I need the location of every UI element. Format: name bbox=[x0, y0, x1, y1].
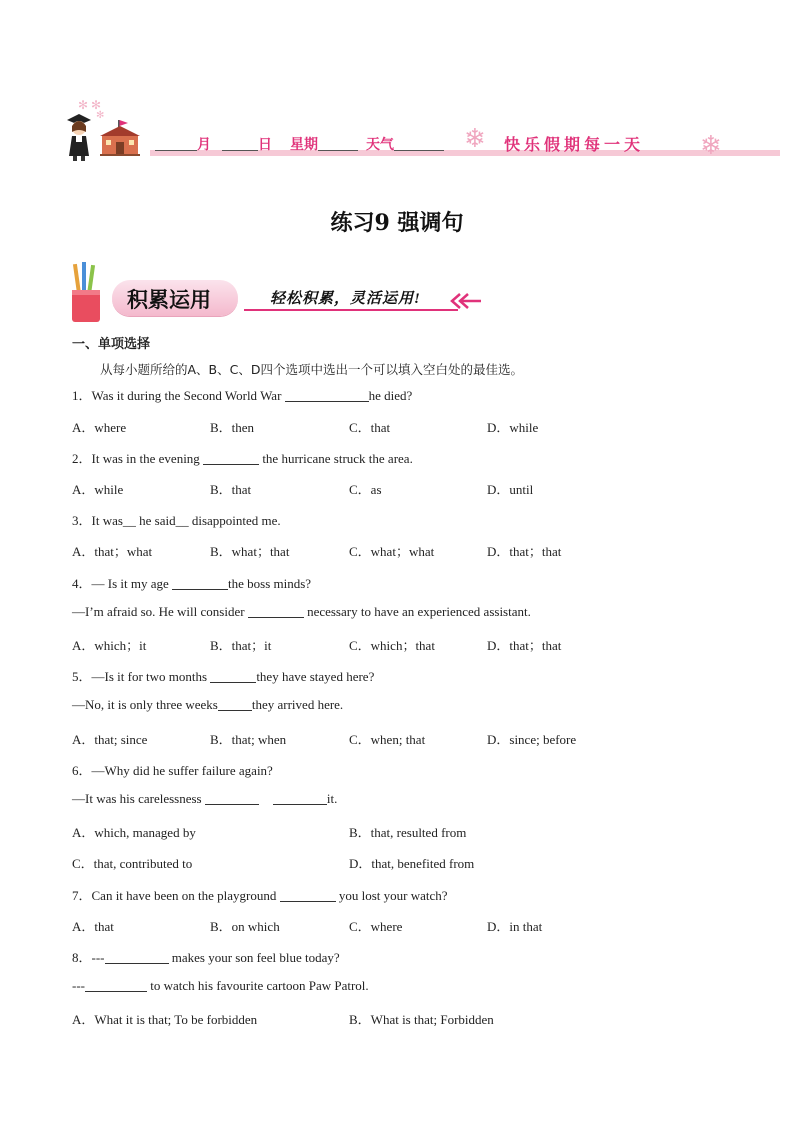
q6-option-d[interactable]: D．that, benefited from bbox=[349, 856, 475, 871]
q2-option-a[interactable]: A．while bbox=[72, 482, 124, 497]
q2-option-b[interactable]: B．that bbox=[210, 482, 252, 497]
day-label: 日 bbox=[258, 137, 272, 153]
question-2-stem: 2．It was in the evening bbox=[72, 451, 204, 466]
question-3: 3．It was__ he said__ disappointed me. bbox=[72, 513, 281, 528]
question-5-reply-end: they arrived here. bbox=[251, 697, 344, 712]
snowflake-icon: ❄ bbox=[700, 131, 722, 160]
pencil-cup-icon bbox=[68, 262, 104, 324]
q7-option-a[interactable]: A．that bbox=[72, 919, 114, 934]
q1-option-d[interactable]: D．while bbox=[487, 420, 539, 435]
question-8-reply-end: to watch his favourite cartoon Paw Patrol. bbox=[147, 978, 369, 993]
question-1-stem-end: he died? bbox=[368, 388, 413, 403]
q3-option-a[interactable]: A．that；what bbox=[72, 544, 153, 559]
snowflake-icon: ✻ ✻ bbox=[78, 98, 102, 112]
question-2-stem-end: the hurricane struck the area. bbox=[259, 451, 413, 466]
answer-blank[interactable] bbox=[203, 453, 259, 465]
answer-blank[interactable] bbox=[285, 390, 369, 402]
question-7 bbox=[72, 885, 448, 904]
answer-blank[interactable] bbox=[248, 606, 304, 618]
question-8-stem-end: makes your son feel blue today? bbox=[168, 950, 340, 965]
question-8-reply bbox=[72, 978, 369, 994]
month-field[interactable] bbox=[155, 134, 211, 154]
question-5-stem-end: they have stayed here? bbox=[256, 669, 375, 684]
q4-option-b[interactable]: B．that；it bbox=[210, 638, 272, 653]
q4-option-c[interactable]: C．which；that bbox=[349, 638, 435, 653]
school-building-icon bbox=[96, 120, 144, 156]
question-5-stem: 5．—Is it for two months bbox=[72, 669, 211, 684]
double-arrow-left-icon bbox=[448, 291, 482, 311]
question-5-reply-start: —No, it is only three weeks bbox=[72, 697, 218, 712]
weather-field[interactable] bbox=[366, 134, 444, 154]
q8-option-a[interactable]: A．What it is that; To be forbidden bbox=[72, 1012, 258, 1027]
question-5-reply bbox=[72, 697, 343, 713]
answer-blank[interactable] bbox=[105, 952, 169, 964]
q2-option-d[interactable]: D．until bbox=[487, 482, 534, 497]
q8-option-b[interactable]: B．What is that; Forbidden bbox=[349, 1012, 494, 1027]
q6-option-a[interactable]: A．which, managed by bbox=[72, 825, 196, 840]
week-blank[interactable] bbox=[318, 136, 358, 151]
q1-option-a[interactable]: A．where bbox=[72, 420, 127, 435]
weather-label: 天气 bbox=[366, 137, 394, 153]
question-2 bbox=[72, 448, 413, 467]
question-1 bbox=[72, 385, 412, 404]
question-6-reply-start: —It was his carelessness bbox=[72, 791, 205, 806]
question-4-reply-end: necessary to have an experienced assistant. bbox=[303, 604, 531, 619]
question-7-stem-end: you lost your watch? bbox=[335, 888, 448, 903]
day-field[interactable] bbox=[222, 134, 272, 154]
answer-blank[interactable] bbox=[210, 671, 256, 683]
q7-option-b[interactable]: B．on which bbox=[210, 919, 280, 934]
answer-blank[interactable] bbox=[218, 699, 252, 711]
answer-blank[interactable] bbox=[85, 980, 147, 992]
page-title: 练习9 强调句 bbox=[330, 210, 464, 236]
instruction: 从每小题所给的A、B、C、D四个选项中选出一个可以填入空白处的最佳选。 bbox=[100, 362, 523, 377]
day-blank[interactable] bbox=[222, 136, 258, 151]
question-4 bbox=[72, 573, 311, 592]
q5-option-c[interactable]: C．when; that bbox=[349, 732, 426, 747]
q1-option-b[interactable]: B．then bbox=[210, 420, 255, 435]
question-8-reply-start: --- bbox=[72, 978, 85, 993]
graduate-girl-icon bbox=[64, 112, 94, 162]
answer-blank[interactable] bbox=[205, 793, 259, 805]
month-label: 月 bbox=[197, 137, 211, 153]
question-5 bbox=[72, 666, 374, 685]
slogan: 快乐假期每一天 bbox=[504, 135, 645, 154]
question-4-stem: 4．— Is it my age bbox=[72, 576, 173, 591]
week-label: 星期 bbox=[290, 137, 318, 153]
weather-blank[interactable] bbox=[394, 136, 444, 151]
month-blank[interactable] bbox=[155, 136, 197, 151]
section-subtitle: 轻松积累，灵活运用! bbox=[270, 291, 421, 307]
q4-option-d[interactable]: D．that；that bbox=[487, 638, 562, 653]
q7-option-c[interactable]: C．where bbox=[349, 919, 403, 934]
question-4-reply-start: —I’m afraid so. He will consider bbox=[72, 604, 248, 619]
snowflake-icon: ❄ bbox=[464, 124, 486, 153]
question-4-reply bbox=[72, 604, 531, 620]
week-field[interactable] bbox=[290, 134, 358, 154]
question-6-reply-end: it. bbox=[326, 791, 338, 806]
question-4-stem-end: the boss minds? bbox=[228, 576, 312, 591]
q7-option-d[interactable]: D．in that bbox=[487, 919, 543, 934]
q3-option-b[interactable]: B．what；that bbox=[210, 544, 290, 559]
question-7-stem: 7．Can it have been on the playground bbox=[72, 888, 280, 903]
answer-blank[interactable] bbox=[280, 890, 336, 902]
q1-option-c[interactable]: C．that bbox=[349, 420, 391, 435]
question-6: 6．—Why did he suffer failure again? bbox=[72, 763, 273, 778]
section-title: 积累运用 bbox=[127, 288, 211, 312]
q4-option-a[interactable]: A．which；it bbox=[72, 638, 147, 653]
question-6-reply bbox=[72, 791, 337, 807]
part-heading: 一、单项选择 bbox=[72, 337, 151, 352]
q3-option-d[interactable]: D．that；that bbox=[487, 544, 562, 559]
q6-option-c[interactable]: C．that, contributed to bbox=[72, 856, 193, 871]
snowflake-icon: ✻ bbox=[96, 110, 105, 121]
question-1-stem: 1．Was it during the Second World War bbox=[72, 388, 285, 403]
q5-option-a[interactable]: A．that; since bbox=[72, 732, 148, 747]
answer-blank[interactable] bbox=[172, 578, 228, 590]
q2-option-c[interactable]: C．as bbox=[349, 482, 382, 497]
section-underline bbox=[244, 309, 458, 311]
question-8-stem: 8．--- bbox=[72, 950, 105, 965]
q5-option-b[interactable]: B．that; when bbox=[210, 732, 287, 747]
q5-option-d[interactable]: D．since; before bbox=[487, 732, 577, 747]
answer-blank[interactable] bbox=[273, 793, 327, 805]
question-8 bbox=[72, 947, 340, 966]
q3-option-c[interactable]: C．what；what bbox=[349, 544, 435, 559]
q6-option-b[interactable]: B．that, resulted from bbox=[349, 825, 467, 840]
